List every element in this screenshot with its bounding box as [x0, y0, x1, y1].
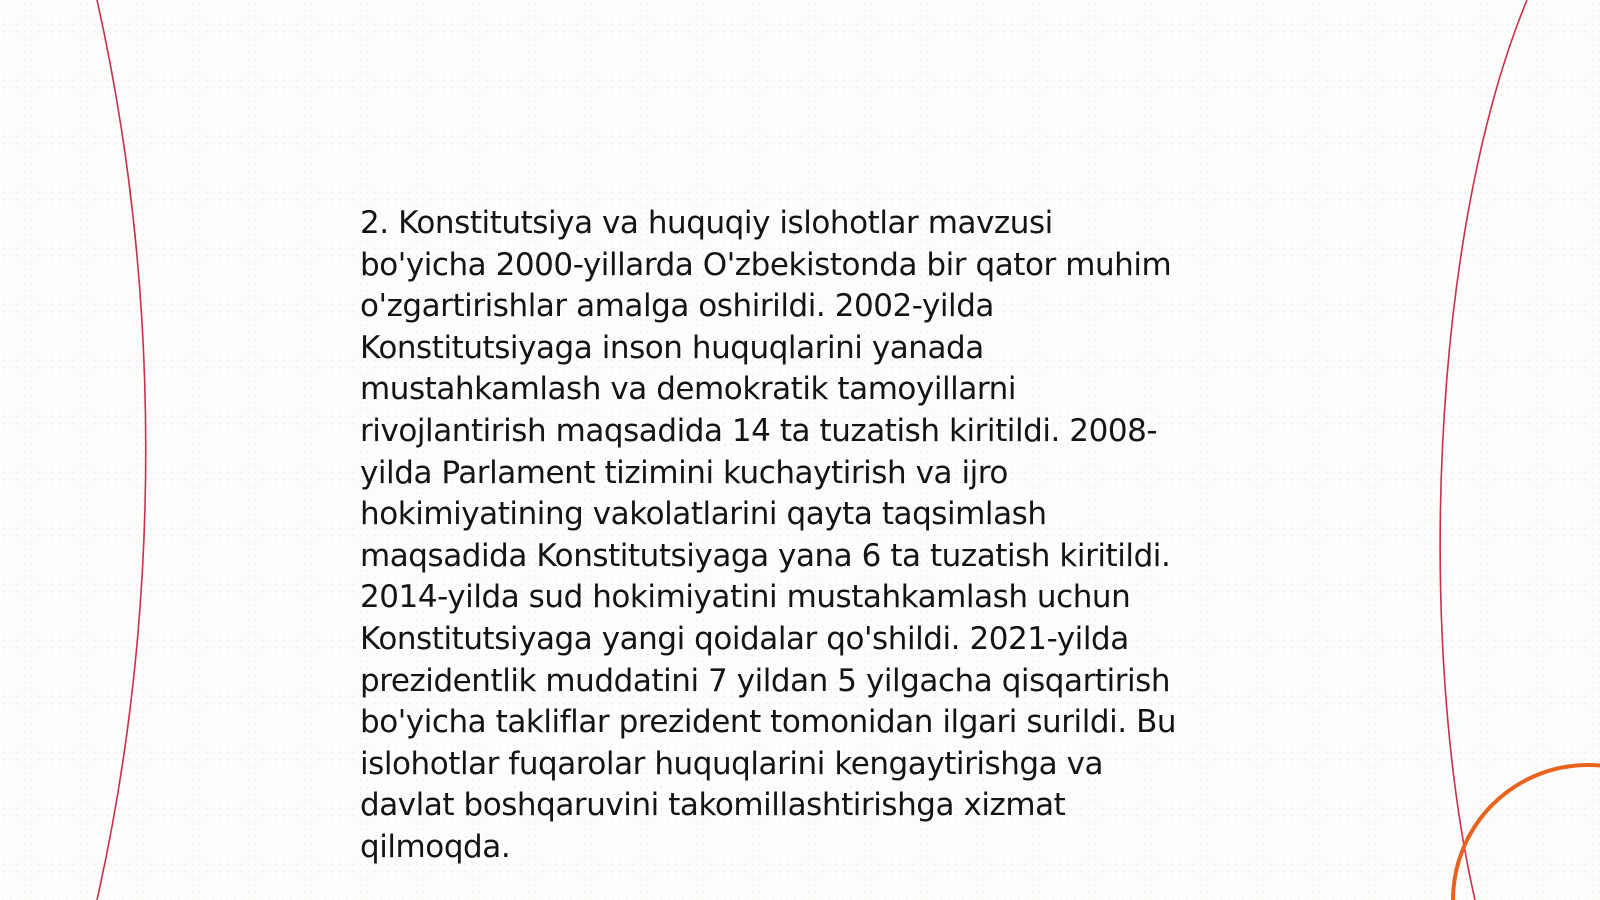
body-line: davlat boshqaruvini takomillashtirishga xizmat	[360, 787, 1066, 824]
body-line: maqsadida Konstitutsiyaga yana 6 ta tuzatish kiritildi.	[360, 537, 1171, 574]
body-line: mustahkamlash va demokratik tamoyillarni	[360, 371, 1016, 408]
body-line: 2014-yilda sud hokimiyatini mustahkamlash uchun	[360, 579, 1131, 616]
body-line: bo'yicha 2000-yillarda O'zbekistonda bir qator muhim	[360, 246, 1172, 283]
body-line: Konstitutsiyaga yangi qoidalar qo'shildi. 2021-yilda	[360, 620, 1129, 657]
body-line: Konstitutsiyaga inson huquqlarini yanada	[360, 329, 984, 366]
body-paragraph	[360, 203, 1260, 869]
body-line: qilmoqda.	[360, 828, 511, 865]
body-line: islohotlar fuqarolar huquqlarini kengaytirishga va	[360, 745, 1104, 782]
body-line: hokimiyatining vakolatlarini qayta taqsimlash	[360, 496, 1047, 533]
left-arc-line	[97, 0, 146, 900]
right-arc-line	[1440, 0, 1527, 900]
body-line: prezidentlik muddatini 7 yildan 5 yilgacha qisqartirish	[360, 662, 1171, 699]
body-line: 2. Konstitutsiya va huquqiy islohotlar mavzusi	[360, 205, 1053, 241]
body-line: bo'yicha takliflar prezident tomonidan ilgari surildi. Bu	[360, 704, 1177, 741]
accent-circle-outline	[1453, 765, 1600, 900]
body-line: o'zgartirishlar amalga oshirildi. 2002-yilda	[360, 288, 994, 325]
body-line: rivojlantirish maqsadida 14 ta tuzatish kiritildi. 2008-	[360, 412, 1158, 449]
body-line: yilda Parlament tizimini kuchaytirish va ijro	[360, 454, 1008, 491]
